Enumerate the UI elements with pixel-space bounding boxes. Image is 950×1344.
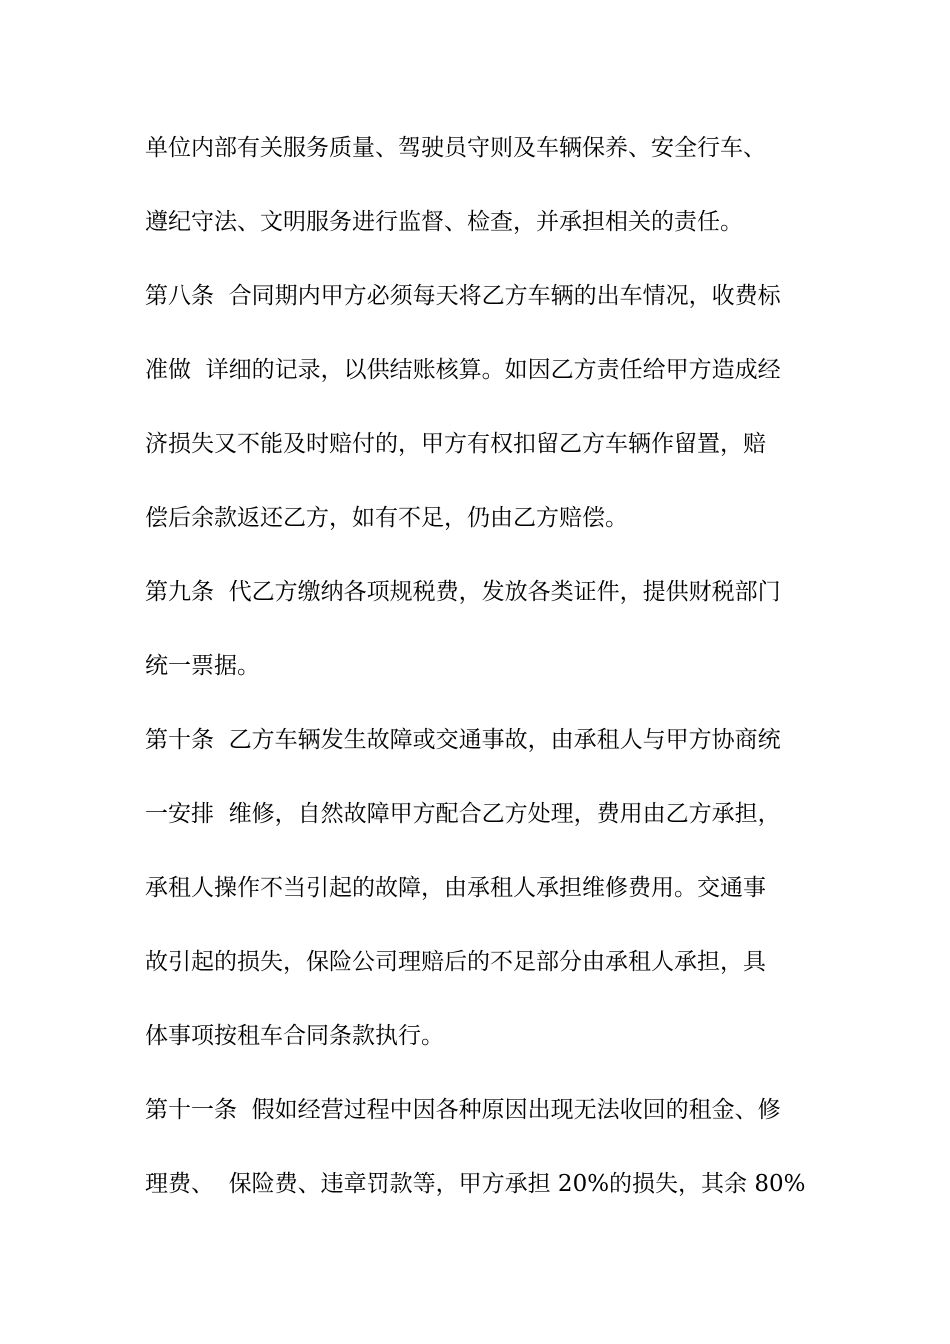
text-line: 准做 详细的记录，以供结账核算。如因乙方责任给甲方造成经: [145, 357, 781, 383]
text-line: 济损失又不能及时赔付的，甲方有权扣留乙方车辆作留置，赔: [145, 431, 766, 457]
text-line: 遵纪守法、文明服务进行监督、检查，并承担相关的责任。: [145, 209, 743, 235]
clause-11-line: 第十一条 假如经营过程中因各种原因出现无法收回的租金、修: [145, 1097, 781, 1123]
text-line: 故引起的损失，保险公司理赔后的不足部分由承租人承担，具: [145, 949, 766, 975]
contract-text: [145, 130, 815, 1240]
clause-9-line: 第九条 代乙方缴纳各项规税费，发放各类证件，提供财税部门: [145, 579, 781, 605]
text-line: 单位内部有关服务质量、驾驶员守则及车辆保养、安全行车、: [145, 135, 766, 161]
text-line: 承租人操作不当引起的故障，由承租人承担维修费用。交通事: [145, 875, 766, 901]
text-line: 一安排 维修，自然故障甲方配合乙方处理，费用由乙方承担，: [145, 801, 781, 827]
text-line: 偿后余款返还乙方，如有不足，仍由乙方赔偿。: [145, 505, 628, 531]
clause-8-line: 第八条 合同期内甲方必须每天将乙方车辆的出车情况，收费标: [145, 283, 781, 309]
text-line: 体事项按租车合同条款执行。: [145, 1023, 444, 1049]
text-line: 统一票据。: [145, 653, 260, 679]
clause-10-line: 第十条 乙方车辆发生故障或交通事故，由承租人与甲方协商统: [145, 727, 781, 753]
text-line: 理费、 保险费、违章罚款等，甲方承担 20%的损失，其余 80%: [145, 1171, 806, 1197]
